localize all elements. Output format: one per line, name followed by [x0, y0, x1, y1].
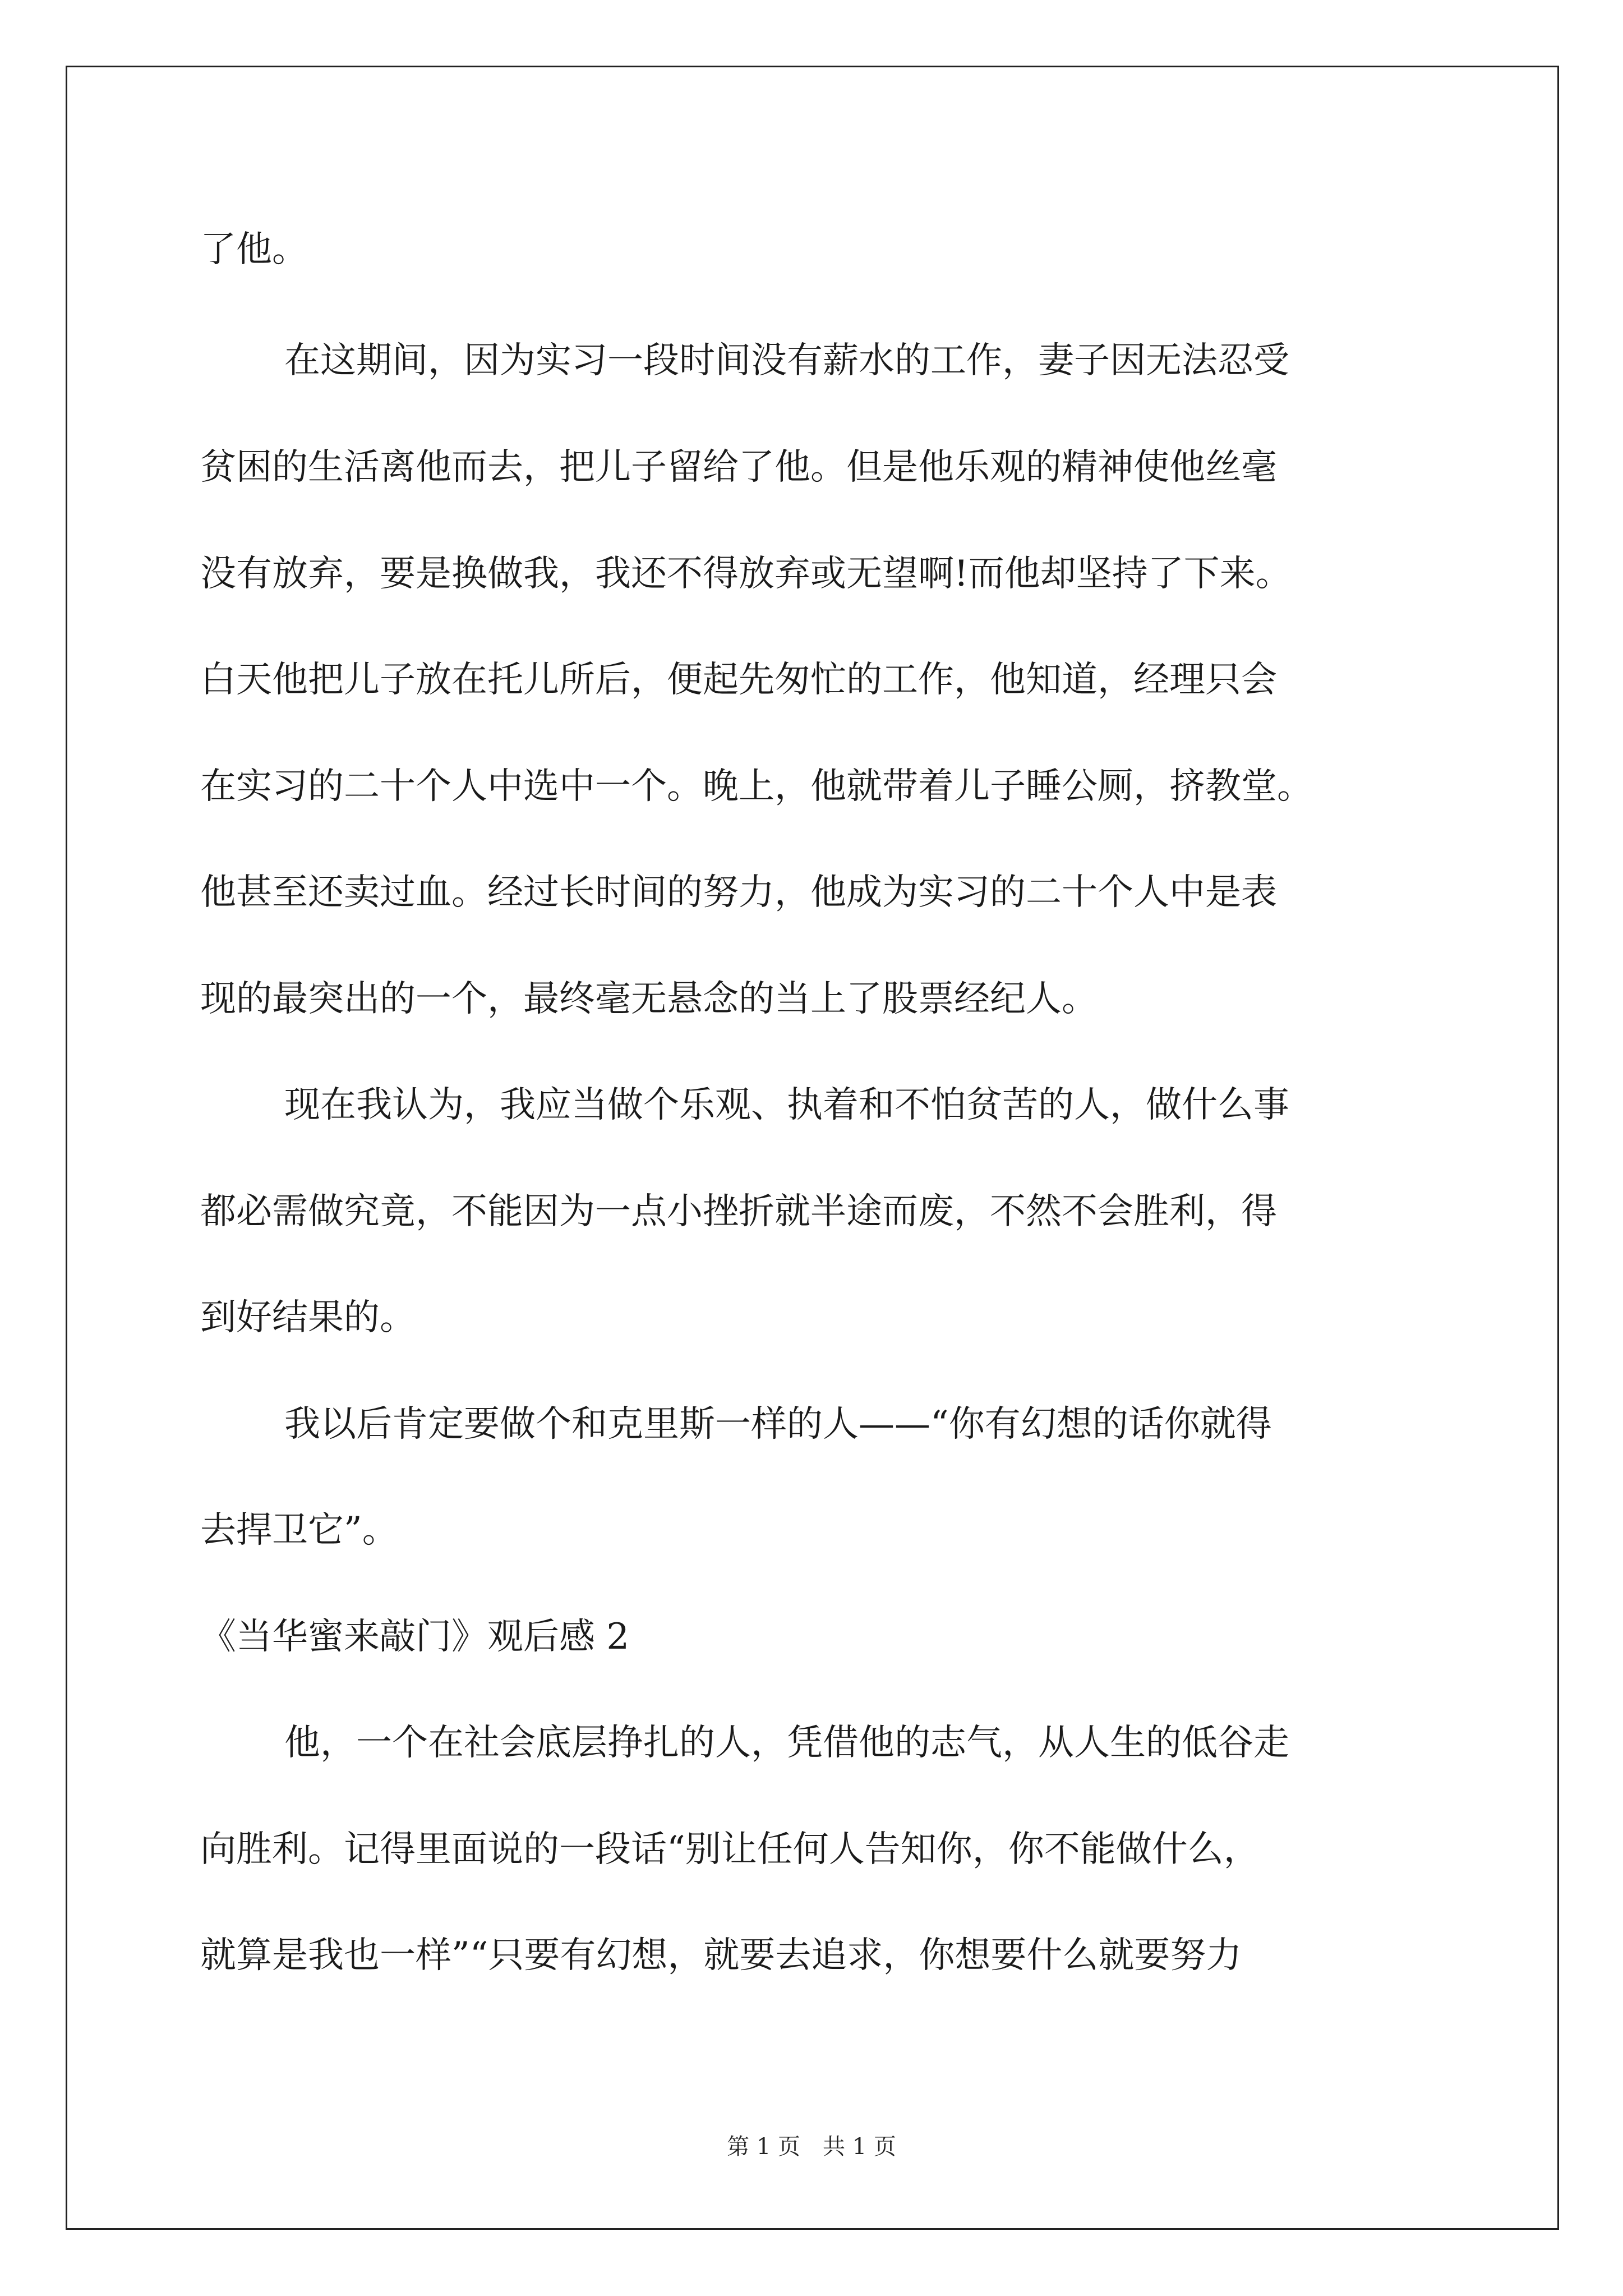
text-line: 白天他把儿子放在托儿所后，便起先匆忙的工作，他知道，经理只会: [200, 659, 1277, 701]
page-border: [66, 66, 1559, 2230]
text-line: 都必需做究竟，不能因为一点小挫折就半途而废，不然不会胜利，得: [200, 1191, 1277, 1232]
paragraph-start-line: 现在我认为，我应当做个乐观、执着和不怕贫苦的人，做什么事: [284, 1084, 1289, 1126]
text-line: 没有放弃，要是换做我，我还不得放弃或无望啊!而他却坚持了下来。: [200, 553, 1292, 595]
text-line: 他甚至还卖过血。经过长时间的努力，他成为实习的二十个人中是表: [200, 872, 1277, 913]
paragraph-start-line: 在这期间，因为实习一段时间没有薪水的工作，妻子因无法忍受: [284, 340, 1289, 381]
paragraph-start-line: 他，一个在社会底层挣扎的人，凭借他的志气，从人生的低谷走: [284, 1722, 1289, 1764]
text-line: 了他。: [200, 229, 308, 270]
section-heading: 《当华蜜来敲门》观后感 2: [200, 1616, 630, 1658]
text-line: 到好结果的。: [200, 1297, 416, 1338]
text-line: 去捍卫它”。: [200, 1510, 398, 1551]
text-line: 现的最突出的一个，最终毫无悬念的当上了股票经纪人。: [200, 978, 1098, 1020]
text-line: 就算是我也一样”“只要有幻想，就要去追求，你想要什么就要努力: [200, 1935, 1242, 1976]
text-line: 向胜利。记得里面说的一段话“别让任何人告知你，你不能做什么，: [200, 1829, 1260, 1870]
page-number-footer: 第 1 页 共 1 页: [727, 2134, 896, 2160]
paragraph-start-line: 我以后肯定要做个和克里斯一样的人——“你有幻想的话你就得: [284, 1404, 1272, 1445]
text-line: 在实习的二十个人中选中一个。晚上，他就带着儿子睡公厕，挤教堂。: [200, 766, 1313, 807]
text-line: 贫困的生活离他而去，把儿子留给了他。但是他乐观的精神使他丝毫: [200, 447, 1277, 488]
